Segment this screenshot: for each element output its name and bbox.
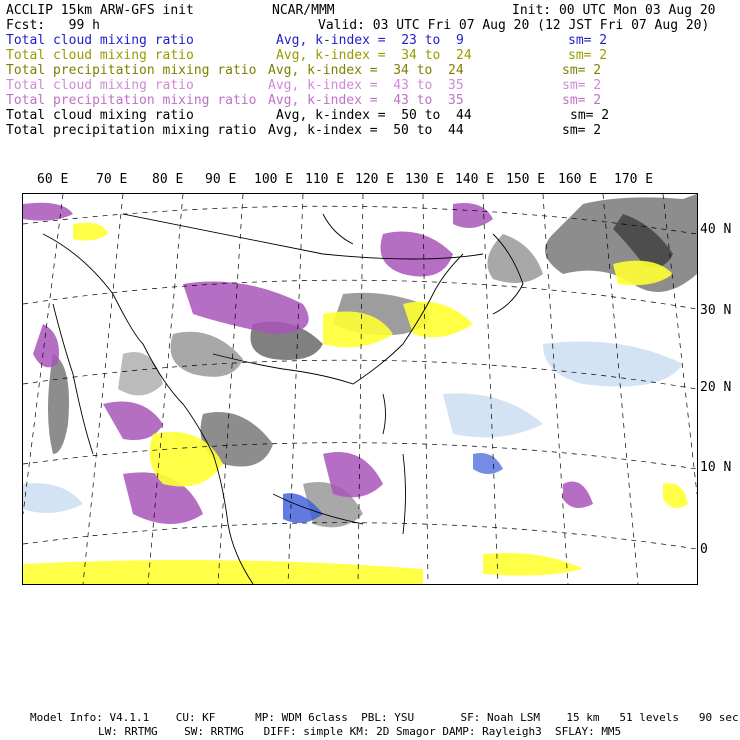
- lon-label: 130 E: [405, 172, 445, 187]
- lat-label: 40 N: [700, 222, 732, 237]
- model-title: ACCLIP 15km ARW-GFS init: [6, 3, 194, 18]
- legend-avg-2: Avg, k-index = 34 to 24: [268, 63, 464, 78]
- legend-sm-1: sm= 2: [568, 48, 608, 63]
- legend-sm-5: sm= 2: [570, 108, 610, 123]
- lon-label: 110 E: [305, 172, 345, 187]
- legend-avg-1: Avg, k-index = 34 to 24: [276, 48, 472, 63]
- legend-field-5: Total cloud mixing ratio: [6, 108, 194, 123]
- legend-sm-4: sm= 2: [562, 93, 602, 108]
- legend-field-2: Total precipitation mixing ratio: [6, 63, 257, 78]
- init-time: Init: 00 UTC Mon 03 Aug 20: [512, 3, 716, 18]
- lon-label: 90 E: [205, 172, 237, 187]
- legend-field-4: Total precipitation mixing ratio: [6, 93, 257, 108]
- map-canvas: [23, 194, 697, 584]
- forecast-hour: Fcst: 99 h: [6, 18, 100, 33]
- legend-avg-0: Avg, k-index = 23 to 9: [276, 33, 464, 48]
- lon-label: 100 E: [254, 172, 294, 187]
- legend-field-3: Total cloud mixing ratio: [6, 78, 194, 93]
- forecast-map: [22, 193, 698, 585]
- legend-sm-6: sm= 2: [562, 123, 602, 138]
- lat-label: 20 N: [700, 380, 732, 395]
- lat-label: 10 N: [700, 460, 732, 475]
- lon-label: 120 E: [355, 172, 395, 187]
- legend-field-1: Total cloud mixing ratio: [6, 48, 194, 63]
- legend-avg-4: Avg, k-index = 43 to 35: [268, 93, 464, 108]
- legend-field-6: Total precipitation mixing ratio: [6, 123, 257, 138]
- legend-sm-2: sm= 2: [562, 63, 602, 78]
- legend-avg-3: Avg, k-index = 43 to 35: [268, 78, 464, 93]
- lon-label: 70 E: [96, 172, 128, 187]
- lat-label: 30 N: [700, 303, 732, 318]
- legend-avg-6: Avg, k-index = 50 to 44: [268, 123, 464, 138]
- lon-label: 160 E: [558, 172, 598, 187]
- legend-field-0: Total cloud mixing ratio: [6, 33, 194, 48]
- legend-avg-5: Avg, k-index = 50 to 44: [276, 108, 472, 123]
- lon-label: 80 E: [152, 172, 184, 187]
- footer-line-1: Model Info: V4.1.1 CU: KF MP: WDM 6class PBL: YSU SF: Noah LSM 15 km 51 levels 90 sec: [30, 711, 739, 724]
- lon-label: 60 E: [37, 172, 69, 187]
- org-label: NCAR/MMM: [272, 3, 335, 18]
- valid-time: Valid: 03 UTC Fri 07 Aug 20 (12 JST Fri 07 Aug 20): [318, 18, 710, 33]
- lon-label: 150 E: [506, 172, 546, 187]
- lat-label: 0: [700, 542, 708, 557]
- legend-sm-0: sm= 2: [568, 33, 608, 48]
- lon-label: 140 E: [455, 172, 495, 187]
- legend-sm-3: sm= 2: [562, 78, 602, 93]
- footer-line-2: LW: RRTMG SW: RRTMG DIFF: simple KM: 2D Smagor DAMP: Rayleigh3 SFLAY: MM5: [98, 725, 622, 738]
- lon-label: 170 E: [614, 172, 654, 187]
